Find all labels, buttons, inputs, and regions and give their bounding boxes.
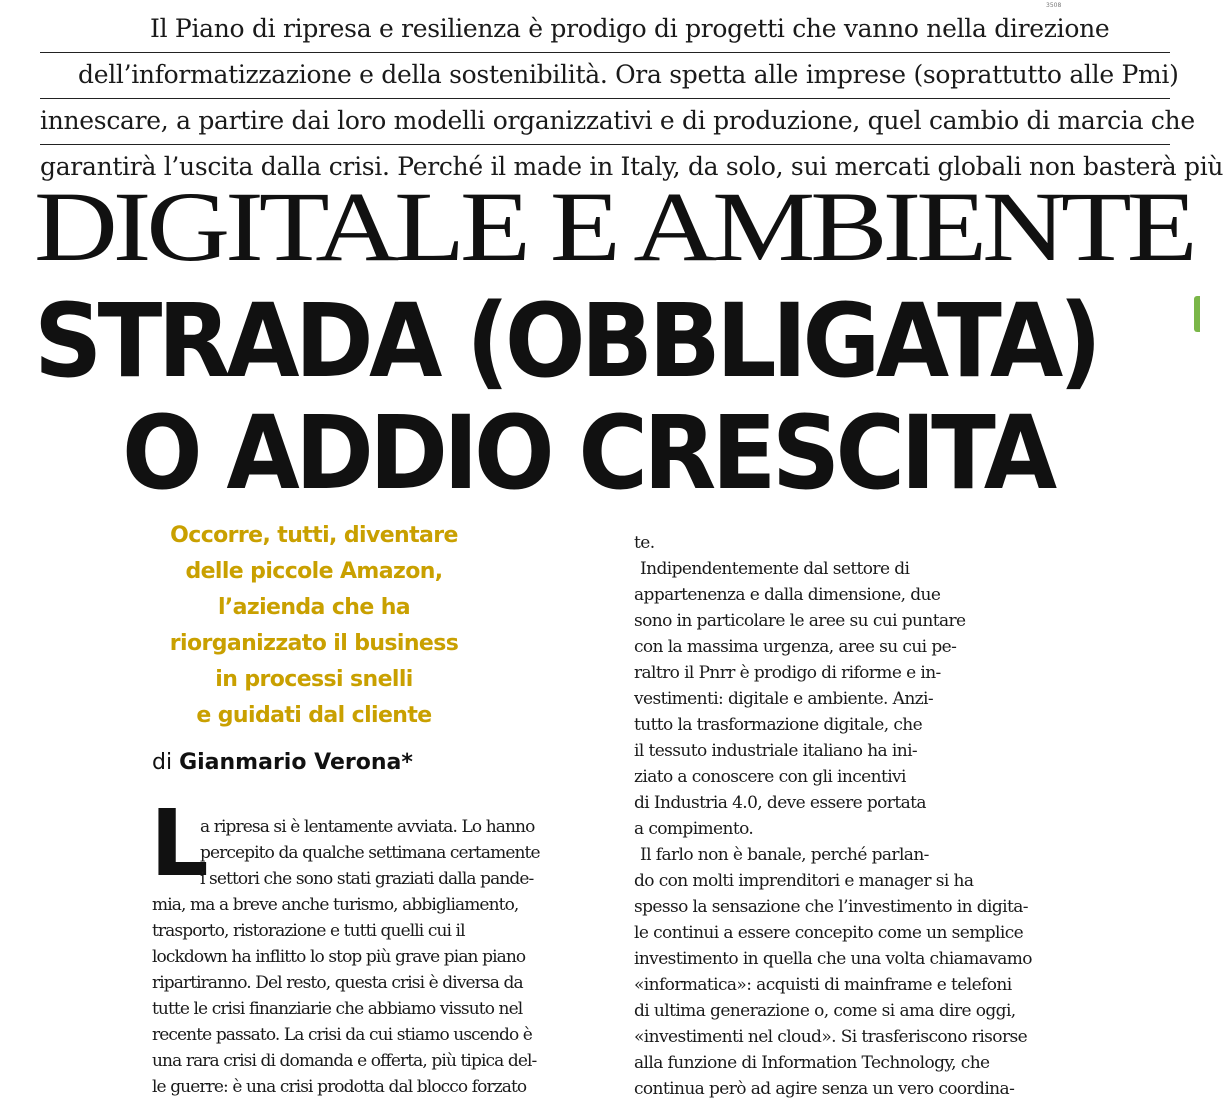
headline-line-1: STRADA (OBBLIGATA) xyxy=(34,282,1098,401)
pull-quote-line: in processi snelli xyxy=(215,667,413,692)
body-line: le guerre: è una crisi prodotta dal blocco forzato xyxy=(152,1077,527,1097)
pull-quote-line: delle piccole Amazon, xyxy=(185,559,443,584)
body-line: te. xyxy=(634,533,655,553)
body-line: il tessuto industriale italiano ha ini- xyxy=(634,741,918,761)
standfirst-rule xyxy=(40,144,1170,145)
body-line: una rara crisi di domanda e offerta, più tipica del- xyxy=(152,1051,537,1071)
body-line: spesso la sensazione che l’investimento in digita- xyxy=(634,897,1028,917)
standfirst-rule xyxy=(40,52,1170,53)
body-line: di ultima generazione o, come si ama dire oggi, xyxy=(634,1001,1016,1021)
body-line: a ripresa si è lentamente avviata. Lo hanno xyxy=(200,817,535,837)
body-line: di Industria 4.0, deve essere portata xyxy=(634,793,926,813)
body-line: «investimenti nel cloud». Si trasferiscono risorse xyxy=(634,1027,1028,1047)
body-line: sono in particolare le aree su cui puntare xyxy=(634,611,966,631)
body-line: raltro il Pnrr è prodigo di riforme e in- xyxy=(634,663,941,683)
body-line: con la massima urgenza, aree su cui pe- xyxy=(634,637,957,657)
pull-quote-line: Occorre, tutti, diventare xyxy=(170,523,458,548)
page-marker: 3508 xyxy=(1046,2,1062,9)
body-line: a compimento. xyxy=(634,819,754,839)
body-line: ripartiranno. Del resto, questa crisi è diversa da xyxy=(152,973,523,993)
pull-quote-line: e guidati dal cliente xyxy=(196,703,432,728)
body-line: appartenenza e dalla dimensione, due xyxy=(634,585,941,605)
body-line: percepito da qualche settimana certamente xyxy=(200,843,540,863)
body-line: do con molti imprenditori e manager si ha xyxy=(634,871,974,891)
headline-line-2: O ADDIO CRESCITA xyxy=(122,394,1053,513)
body-line: ziato a conoscere con gli incentivi xyxy=(634,767,906,787)
byline-prefix: di xyxy=(152,750,173,775)
standfirst-line: dell’informatizzazione e della sostenibilità. Ora spetta alle imprese (soprattutto alle Pmi) xyxy=(78,60,1179,89)
standfirst-rule xyxy=(40,98,1170,99)
body-line: vestimenti: digitale e ambiente. Anzi- xyxy=(634,689,934,709)
body-column-right xyxy=(634,530,1054,1102)
body-line: «informatica»: acquisti di mainframe e telefoni xyxy=(634,975,1012,995)
body-line: Il farlo non è banale, perché parlan- xyxy=(640,845,929,865)
body-line: trasporto, ristorazione e tutti quelli cui il xyxy=(152,921,465,941)
pull-quote xyxy=(140,518,488,734)
pull-quote-line: riorganizzato il business xyxy=(169,631,459,656)
body-line: recente passato. La crisi da cui stiamo uscendo è xyxy=(152,1025,532,1045)
body-line: lockdown ha inflitto lo stop più grave pian piano xyxy=(152,947,526,967)
pull-quote-line: l’azienda che ha xyxy=(217,595,411,620)
body-line: i settori che sono stati graziati dalla pande- xyxy=(200,869,534,889)
body-line: tutto la trasformazione digitale, che xyxy=(634,715,923,735)
headline-kicker: DIGITALE E AMBIENTE xyxy=(34,172,1193,283)
body-line: tutte le crisi finanziarie che abbiamo vissuto nel xyxy=(152,999,523,1019)
body-line: investimento in quella che una volta chiamavamo xyxy=(634,949,1032,969)
body-line: mia, ma a breve anche turismo, abbigliamento, xyxy=(152,895,519,915)
page-edge-tab xyxy=(1194,296,1200,332)
body-line: continua però ad agire senza un vero coordina- xyxy=(634,1079,1015,1099)
byline xyxy=(152,750,413,775)
drop-cap: L xyxy=(150,790,209,897)
standfirst-line: innescare, a partire dai loro modelli organizzativi e di produzione, quel cambio di marcia che xyxy=(40,106,1195,135)
standfirst-line: garantirà l’uscita dalla crisi. Perché il made in Italy, da solo, sui mercati globali non basterà più xyxy=(40,152,1223,181)
body-column-left xyxy=(152,814,598,1100)
body-line: le continui a essere concepito come un semplice xyxy=(634,923,1024,943)
body-line: Indipendentemente dal settore di xyxy=(640,559,910,579)
body-line: alla funzione di Information Technology, che xyxy=(634,1053,990,1073)
standfirst-line: Il Piano di ripresa e resilienza è prodigo di progetti che vanno nella direzione xyxy=(150,14,1110,43)
byline-author: Gianmario Verona* xyxy=(179,750,413,775)
